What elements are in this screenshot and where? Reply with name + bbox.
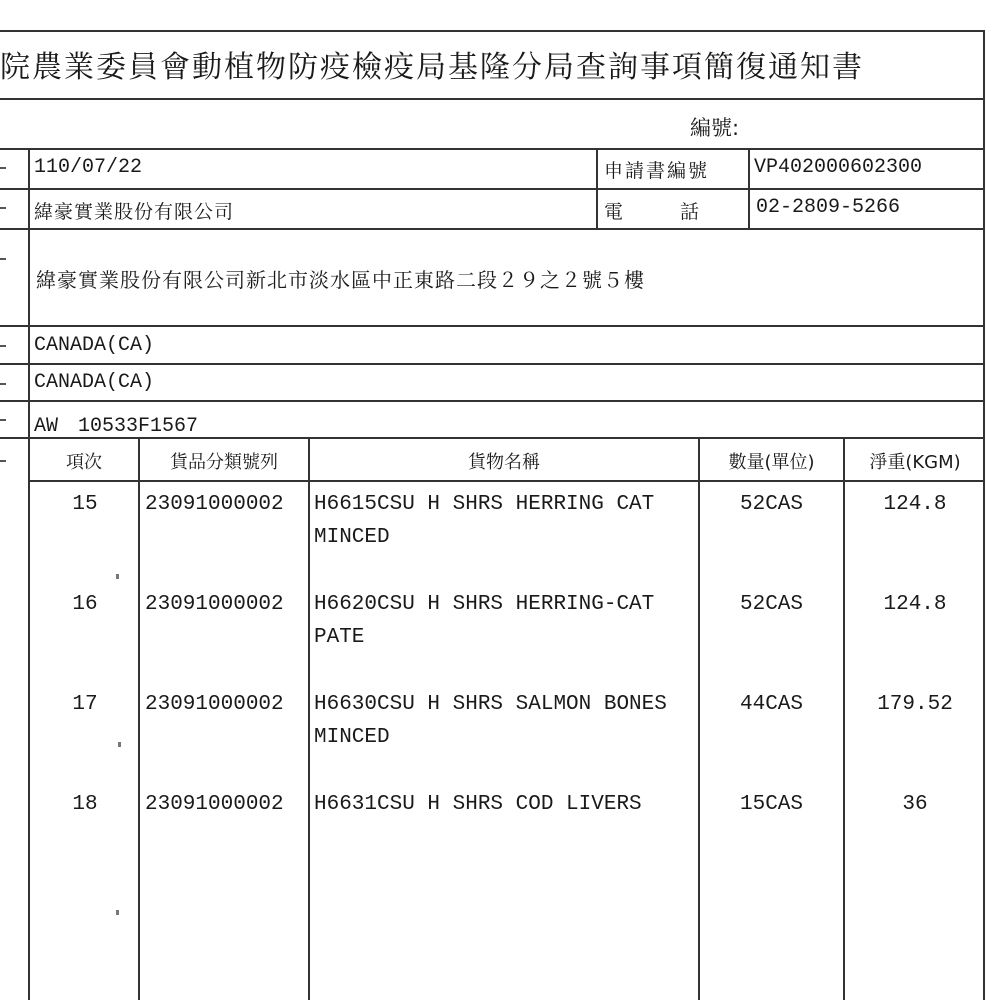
left-rule <box>28 148 30 1000</box>
divider <box>0 228 985 230</box>
table-row-code: 23091000002 <box>145 593 284 616</box>
col-header-qty: 數量(單位) <box>728 452 815 473</box>
col-header-item: 項次 <box>66 452 102 473</box>
table-row-qty: 15CAS <box>739 793 803 816</box>
margin-mark <box>0 383 6 385</box>
table-row-name-cont: PATE <box>314 626 365 649</box>
table-row-name: H6631CSU H SHRS COD LIVERS <box>314 793 642 816</box>
divider <box>0 98 985 100</box>
table-row-weight: 124.8 <box>883 593 947 616</box>
table-row-qty: 44CAS <box>739 693 803 716</box>
table-row-name-cont: MINCED <box>314 726 390 749</box>
margin-mark <box>0 345 6 347</box>
divider <box>308 437 310 1000</box>
table-row-item: 15 <box>72 493 98 516</box>
scan-speck <box>116 574 119 579</box>
table-row-weight: 124.8 <box>883 493 947 516</box>
table-row-qty: 52CAS <box>739 593 803 616</box>
application-no-value: VP402000602300 <box>754 156 923 179</box>
table-row-name: H6620CSU H SHRS HERRING-CAT <box>314 593 655 616</box>
date-value: 110/07/22 <box>34 156 143 179</box>
waybill-number: AW 10533F1567 <box>34 415 199 438</box>
company-name: 緯豪實業股份有限公司 <box>34 201 235 223</box>
table-row-weight: 179.52 <box>877 693 953 716</box>
col-header-name: 貨物名稱 <box>468 452 540 473</box>
table-row-weight: 36 <box>902 793 928 816</box>
col-header-weight: 淨重(KGM) <box>869 452 961 473</box>
margin-mark <box>0 419 6 421</box>
table-row-code: 23091000002 <box>145 793 284 816</box>
address-value: 緯豪實業股份有限公司新北市淡水區中正東路二段２９之２號５樓 <box>36 268 645 292</box>
divider <box>0 325 985 327</box>
document-title: 院農業委員會動植物防疫檢疫局基隆分局查詢事項簡復通知書 <box>0 50 864 85</box>
table-row-item: 16 <box>72 593 98 616</box>
table-row-item: 18 <box>72 793 98 816</box>
margin-mark <box>0 460 6 462</box>
top-border <box>0 30 985 32</box>
table-row-name: H6615CSU H SHRS HERRING CAT <box>314 493 655 516</box>
margin-mark <box>0 258 6 260</box>
col-header-code: 貨品分類號列 <box>170 452 278 473</box>
table-row-item: 17 <box>72 693 98 716</box>
divider <box>30 480 985 482</box>
application-no-label: 申請書編號 <box>604 160 710 182</box>
divider <box>0 188 985 190</box>
divider <box>596 148 598 228</box>
divider <box>0 400 985 402</box>
divider <box>0 148 985 150</box>
divider <box>0 363 985 365</box>
divider <box>748 148 750 228</box>
scan-speck <box>116 910 119 915</box>
table-row-code: 23091000002 <box>145 693 284 716</box>
origin-country: CANADA(CA) <box>34 334 155 357</box>
phone-label: 電 話 <box>604 201 700 223</box>
table-row-qty: 52CAS <box>739 493 803 516</box>
number-label: 編號: <box>690 116 740 140</box>
table-row-name: H6630CSU H SHRS SALMON BONES <box>314 693 667 716</box>
margin-mark <box>0 167 6 169</box>
phone-value: 02-2809-5266 <box>756 196 901 219</box>
scan-speck <box>118 742 121 747</box>
shipping-country: CANADA(CA) <box>34 371 155 394</box>
table-row-code: 23091000002 <box>145 493 284 516</box>
table-row-name-cont: MINCED <box>314 526 390 549</box>
margin-mark <box>0 207 6 209</box>
